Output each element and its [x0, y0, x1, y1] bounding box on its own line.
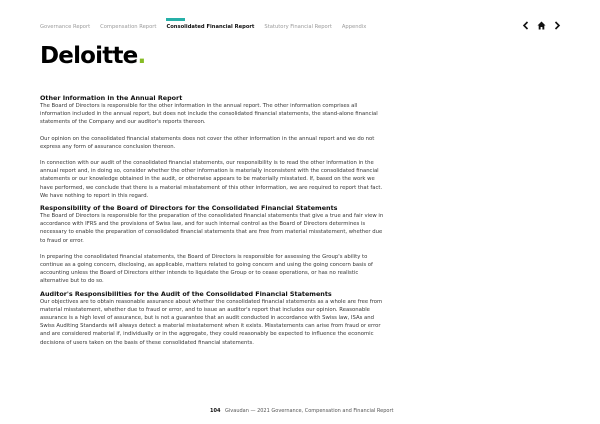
tab-appendix[interactable] — [342, 24, 366, 30]
report-body — [40, 94, 386, 355]
logo-text: Deloitte — [40, 43, 138, 69]
chevron-right-icon[interactable] — [554, 21, 561, 30]
paragraph: In preparing the consolidated financial statements, the Board of Directors is responsible for assessing the Group's ability to continue as a going concern, disclosing, as applicable, matters related to going concern and using the going concern basis of accounting unless the Board of Directors either intends to liquidate the Group or to cease operations, or has no realistic alternative but to do so. — [40, 253, 373, 285]
section-heading: Other Information in the Annual Report — [40, 94, 183, 102]
tab-label: Compensation Report — [100, 24, 157, 30]
tab-label: Statutory Financial Report — [264, 24, 332, 30]
tab-compensation-report[interactable] — [100, 24, 156, 30]
tab-label: Appendix — [341, 24, 367, 30]
paragraph: Our objectives are to obtain reasonable assurance about whether the consolidated financial statements as a whole are free from material misstatement, whether due to fraud or error, and to issue an auditor's report that includes our opinion. Reasonable assurance is a high level of assurance, but is not a guarantee that an audit conducted in accordance with Swiss law, ISAs and Swiss Auditing Standards will always detect a material misstatement when it exists. Misstatements can arise from fraud or error and are considered material if, individually or in the aggregate, they could reasonably be expected to influence the economic decisions of users taken on the basis of these consolidated financial statements. — [40, 298, 383, 346]
footer-text: Givaudan — 2021 Governance, Compensation and Financial Report — [225, 408, 394, 414]
paragraph: The Board of Directors is responsible for the preparation of the consolidated financial statements that give a true and fair view in accordance with IFRS and the provisions of Swiss law, and for such internal control as the Board of Directors determines is necessary to enable the preparation of consolidated financial statements that are free from material misstatement, whether due to fraud or error. — [40, 213, 384, 244]
page-nav-controls — [522, 21, 561, 30]
tab-label: Governance Report — [40, 24, 91, 30]
paragraph: Our opinion on the consolidated financial statements does not cover the other information in the annual report and we do not express any form of assurance conclusion thereon. — [40, 135, 375, 150]
paragraph: In connection with our audit of the consolidated financial statements, our responsibility is to read the other information in the annual report and, in doing so, consider whether the other information is materially inconsistent with the consolidated financial statements or our knowledge obtained in the audit, or otherwise appears to be materially misstated. If, based on the work we have performed, we conclude that there is a material misstatement of this other information, we are required to report that fact. We have nothing to report in this regard. — [40, 160, 383, 199]
paragraph: The Board of Directors is responsible for the other information in the annual report. The other information comprises all information included in the annual report, but does not include the consolidated financial statements, the stand-alone financial statements of the Company and our auditor's reports thereon. — [40, 103, 378, 126]
logo-dot: . — [137, 43, 146, 69]
tab-governance-report[interactable] — [40, 24, 90, 30]
tab-consolidated-financial-report[interactable] — [166, 24, 254, 30]
chevron-left-icon[interactable] — [522, 21, 529, 30]
active-tab-indicator — [166, 18, 185, 21]
section-heading: Auditor's Responsibilities for the Audit of the Consolidated Financial Statements — [40, 289, 332, 298]
page-number: 104 — [210, 408, 221, 414]
home-icon[interactable] — [537, 21, 546, 30]
page-footer — [210, 408, 393, 414]
deloitte-logo — [40, 43, 145, 69]
section-heading: Responsibility of the Board of Directors for the Consolidated Financial Statements — [40, 204, 338, 213]
tab-statutory-financial-report[interactable] — [264, 24, 331, 30]
tab-label: Consolidated Financial Report — [166, 24, 255, 30]
report-navigation — [40, 24, 366, 30]
